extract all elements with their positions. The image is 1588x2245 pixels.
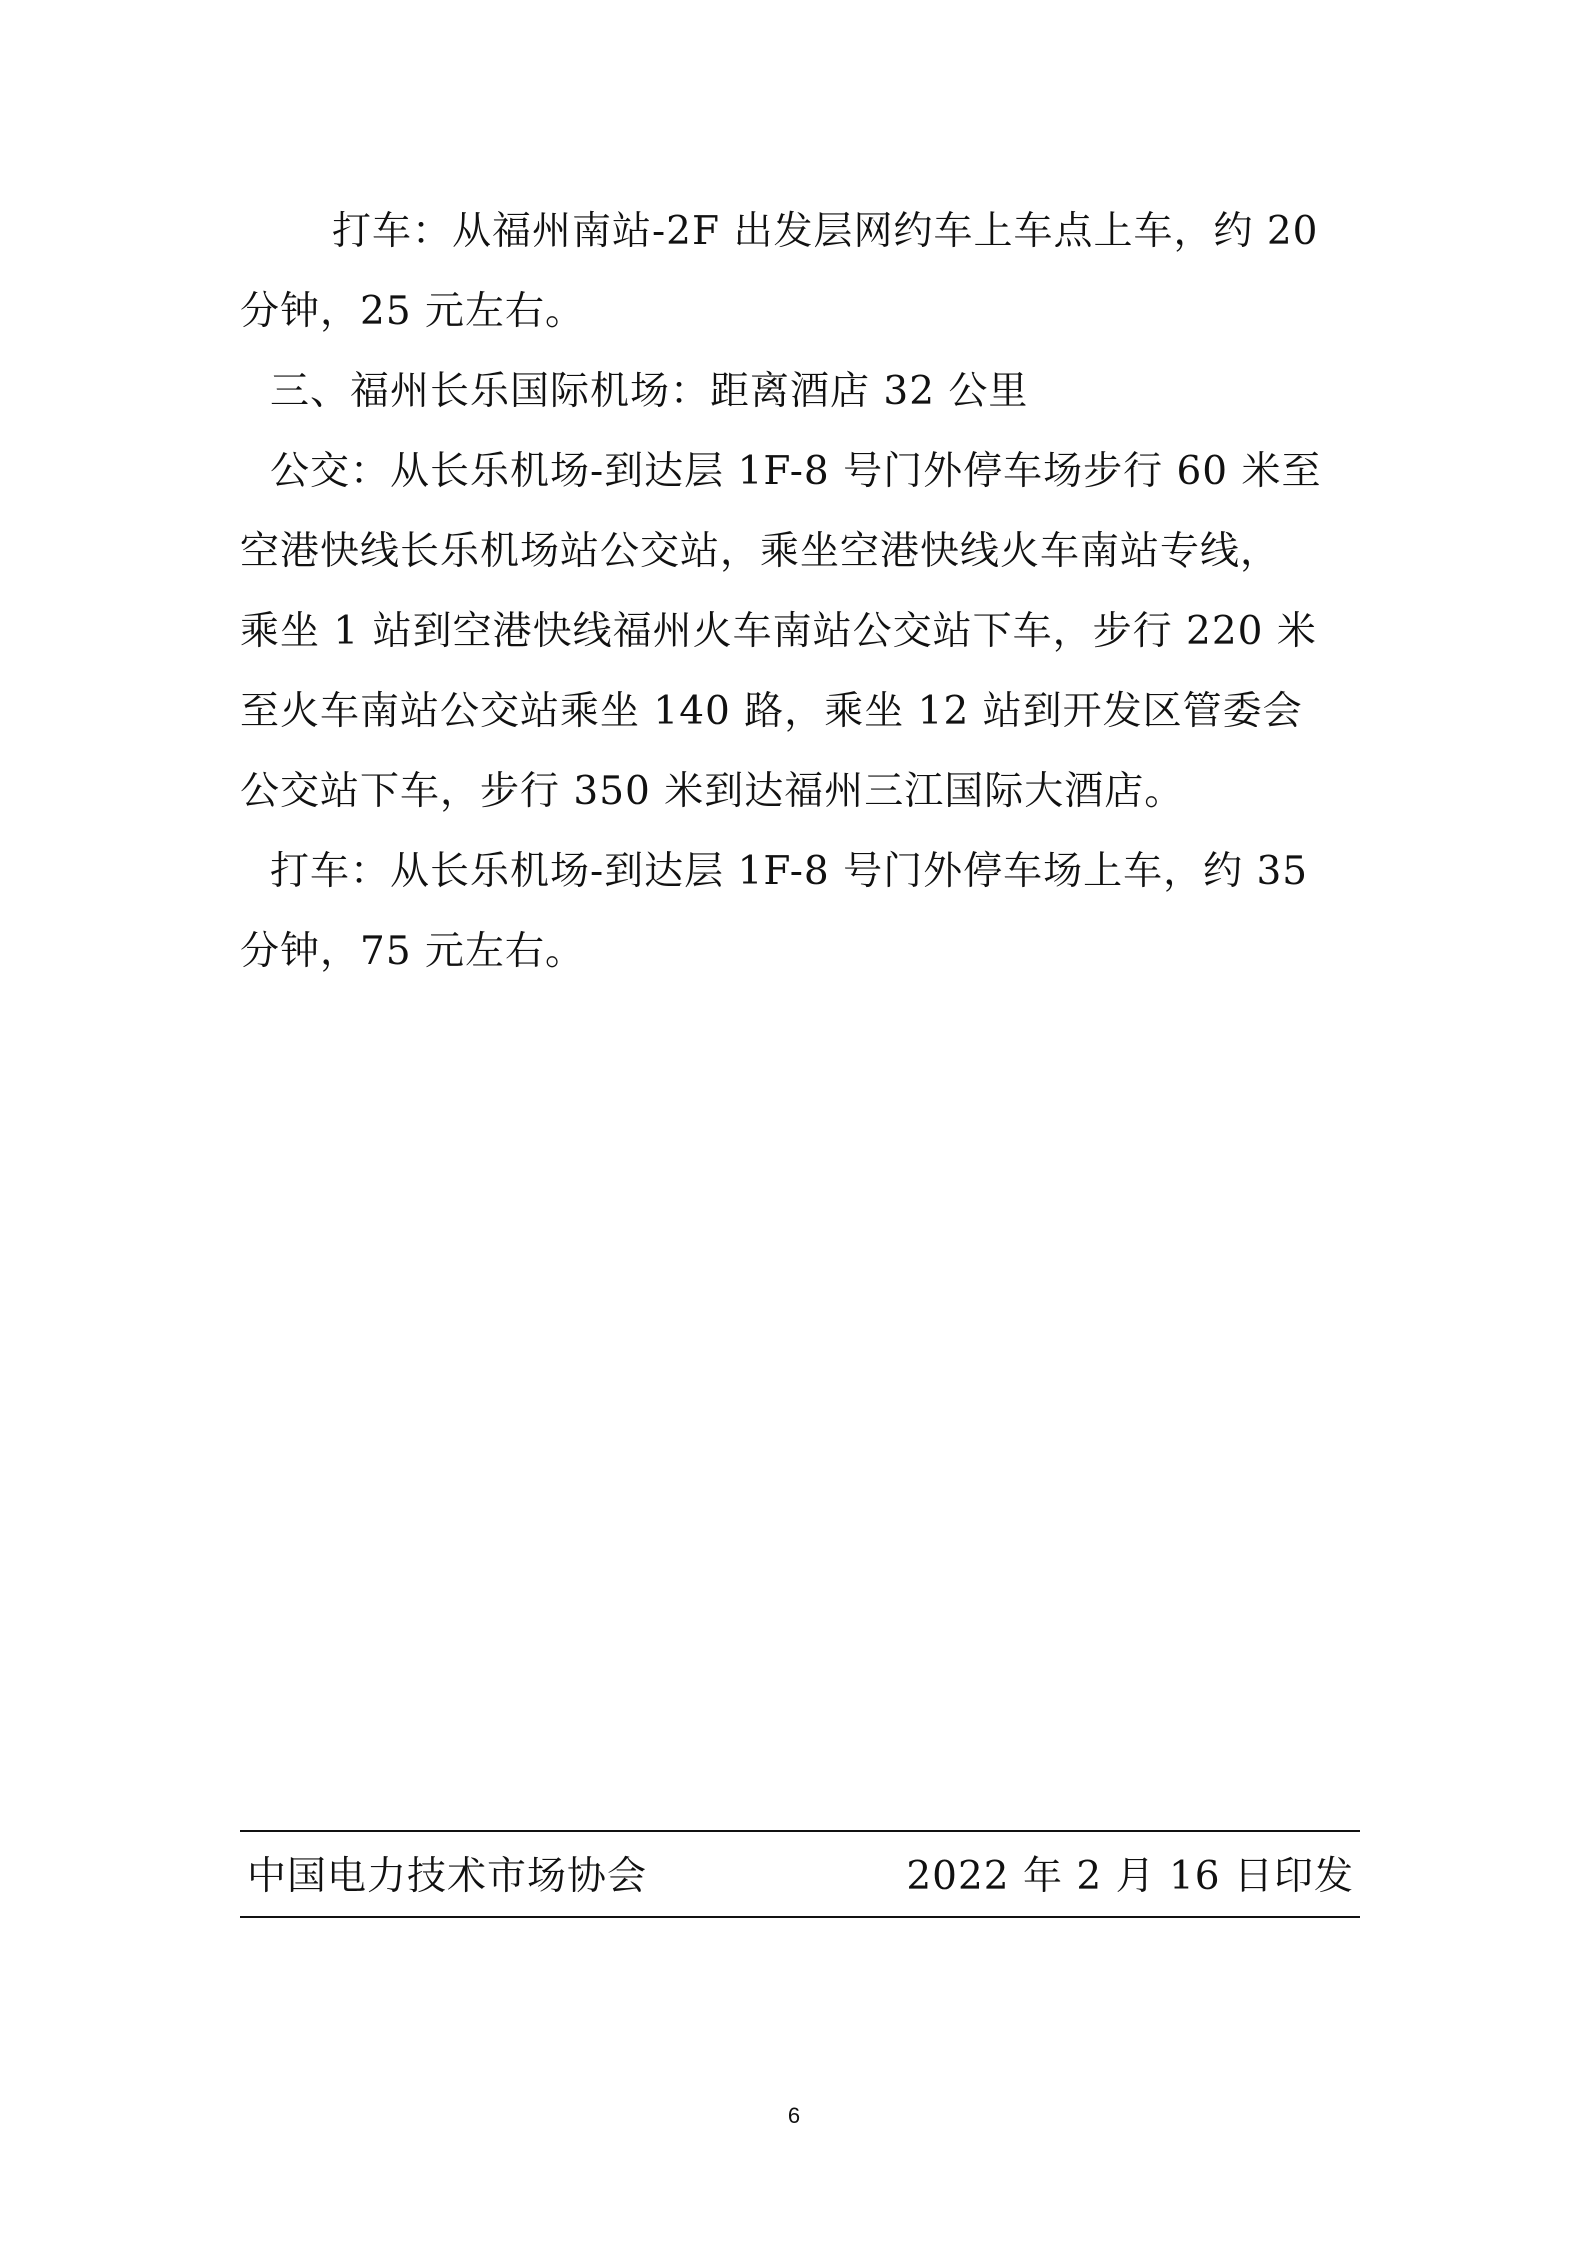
paragraph-line-bus-4: 至火车南站公交站乘坐 140 路，乘坐 12 站到开发区管委会 — [240, 689, 1303, 734]
paragraph-line-bus-2: 空港快线长乐机场站公交站，乘坐空港快线火车南站专线， — [240, 529, 1281, 574]
footer-top-rule — [240, 1830, 1360, 1832]
footer-issuer: 中国电力技术市场协会 — [247, 1854, 648, 1899]
paragraph-line-taxi-airport-1: 打车：从长乐机场-到达层 1F-8 号门外停车场上车，约 35 — [270, 849, 1309, 894]
footer-bottom-rule — [240, 1916, 1360, 1918]
paragraph-line-taxi-south-station-1: 打车：从福州南站-2F 出发层网约车上车点上车，约 20 — [332, 209, 1319, 254]
paragraph-line-taxi-south-station-2: 分钟，25 元左右。 — [240, 289, 586, 334]
page-number: 6 — [787, 2103, 801, 2128]
section-heading-airport: 三、福州长乐国际机场：距离酒店 32 公里 — [270, 369, 1029, 414]
paragraph-line-bus-3: 乘坐 1 站到空港快线福州火车南站公交站下车，步行 220 米 — [240, 609, 1317, 654]
paragraph-line-bus-1: 公交：从长乐机场-到达层 1F-8 号门外停车场步行 60 米至 — [270, 449, 1322, 494]
footer-issue-date: 2022 年 2 月 16 日印发 — [906, 1854, 1354, 1899]
paragraph-line-bus-5: 公交站下车，步行 350 米到达福州三江国际大酒店。 — [240, 769, 1185, 814]
paragraph-line-taxi-airport-2: 分钟，75 元左右。 — [240, 929, 586, 974]
